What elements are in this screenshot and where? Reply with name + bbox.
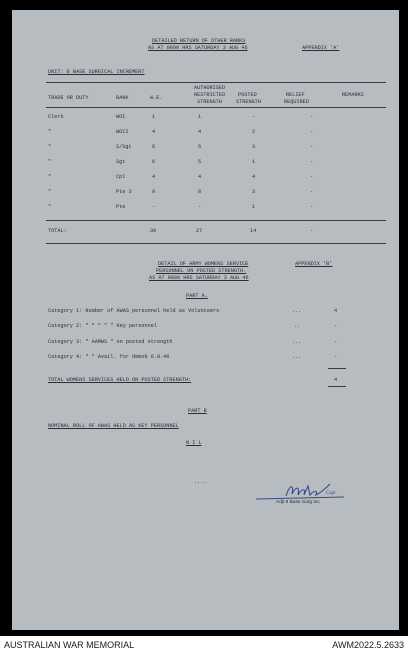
unit-label: UNIT: 8 BASE SURGICAL INCREMENT [48, 69, 145, 75]
table-row: " S/Sgt 6 5 3 - [48, 144, 314, 150]
womens-total-label: TOTAL WOMENS SERVICES HELD ON POSTED STRENGTH: [48, 377, 192, 383]
signature-title: Adjt 8 Base Surg Inc [276, 500, 320, 505]
signature-block [252, 480, 348, 504]
archive-footer [0, 636, 408, 653]
return-date: AS AT 0800 HRS SATURDAY 3 AUG 46 [148, 45, 248, 51]
appendix-a-label: APPENDIX 'A' [302, 45, 340, 51]
table-total-rule [46, 220, 386, 221]
table-row: " Cpl 4 4 4 - [48, 174, 314, 180]
col-auth-header-2: RESTRICTED [194, 92, 226, 98]
signature-rank: Capt. [326, 491, 337, 496]
total-under-rule [328, 386, 346, 387]
col-auth-header-1: AUTHORISED [194, 85, 226, 91]
category-row: Category 4: " " Avail. for demob 6.8.46 ... - [48, 354, 338, 360]
part-a-heading: PART A. [186, 293, 208, 299]
awas-title-2: PERSONNEL ON POSTED STRENGTH. [156, 268, 247, 274]
total-over-rule [328, 368, 346, 369]
nominal-roll-label: NOMINAL ROLL OF AWAS HELD AS KEY PERSONNEL [48, 423, 179, 429]
col-posted-header-2: STRENGTH [236, 99, 261, 105]
table-top-rule [46, 82, 386, 83]
appendix-b-label: APPENDIX 'B' [295, 261, 333, 267]
total-label: TOTAL: [48, 228, 67, 234]
table-row: " Pte - - 1 - [48, 204, 314, 210]
category-row: Category 1: Number of AWAS personnel held as Volunteers ... 4 [48, 308, 338, 314]
womens-total-value: 4 [334, 377, 338, 383]
col-auth-header-3: STRENGTH [197, 99, 222, 105]
col-posted-header-1: POSTED [238, 92, 257, 98]
closing-dots: .... [194, 479, 207, 485]
col-rank-header: RANK [116, 95, 129, 101]
table-header-rule [46, 107, 386, 108]
col-relief-header-1: RELIEF [286, 92, 305, 98]
col-we-header: W.E. [150, 95, 163, 101]
document-page [12, 10, 399, 630]
footer-accession-number: AWM2022.5.2633 [332, 640, 404, 650]
nil-text: N I L [186, 440, 202, 446]
table-row: Clerk WOI 1 1 - - [48, 114, 314, 120]
col-relief-header-2: REQUIRED [284, 99, 309, 105]
return-title: DETAILED RETURN OF OTHER RANKS [152, 38, 246, 44]
table-row: " WOII 4 4 2 - [48, 129, 314, 135]
part-b-heading: PART B [188, 408, 207, 414]
footer-institution: AUSTRALIAN WAR MEMORIAL [4, 640, 135, 650]
table-row: " Sgt 6 5 1 - [48, 159, 314, 165]
awas-title-3: AS AT 0800 HRS SATURDAY 3 AUG 46 [149, 275, 249, 281]
table-total-row: TOTAL: 30 27 14 - [48, 228, 314, 234]
table-bottom-rule [46, 243, 386, 244]
category-row: Category 2: " " " " " Key personnel .. - [48, 323, 338, 329]
awas-title-1: DETAIL OF ARMY WOMENS SERVICE [158, 261, 249, 267]
col-remarks-header: REMARKS [342, 92, 364, 98]
category-row: Category 3: " AAMWS " on posted strength ... - [48, 339, 338, 345]
col-trade-header: TRADE OR DUTY [48, 95, 89, 101]
table-row: " Pte 3 9 8 3 - [48, 189, 314, 195]
